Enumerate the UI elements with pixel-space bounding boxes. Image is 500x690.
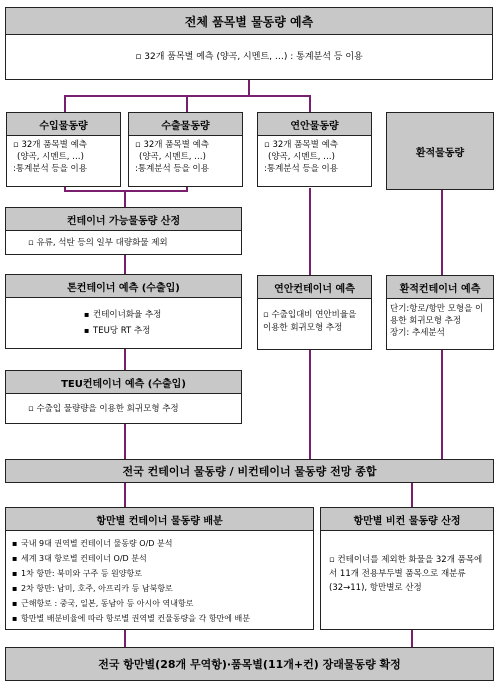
port-container-allocation-header: 항만별 컨테이너 물동량 배분: [5, 507, 314, 531]
import-volume-desc: [6, 135, 121, 187]
port-container-allocation-list: [12, 536, 313, 626]
import-line-2: (양곡, 시멘트, …): [17, 152, 84, 162]
connector-port-container-to-final: [124, 630, 126, 648]
coastal-container-desc: [257, 298, 372, 350]
connector-to-export: [186, 95, 188, 113]
transship-container-bullet-1: 단기:항로/항만 모형을 이용한 회귀모형 추정: [390, 304, 484, 326]
overall-forecast-desc: [5, 34, 493, 80]
connector-transship-to-transship-container: [441, 190, 443, 276]
port-container-item-3: ▪ 1차 항만: 북미와 구주 등 원양항로: [12, 566, 313, 581]
import-line-1: ▫ 32개 품목별 예측: [13, 140, 87, 150]
coastal-container-header: 연안컨테이너 예측: [257, 275, 372, 299]
export-line-2: (양곡, 시멘트, …): [139, 152, 206, 162]
import-volume-header: 수입물동량: [6, 112, 121, 136]
port-container-allocation-desc: [5, 530, 314, 630]
ton-container-bullet-2: ▪ TEU당 RT 추정: [84, 323, 150, 339]
transship-container-bullet-2: 장기: 추세분석: [390, 328, 445, 338]
connector-top-down: [248, 80, 250, 96]
connector-national-to-port-noncontainer: [411, 482, 413, 508]
teu-container-desc: [5, 393, 242, 424]
teu-container-header: TEU컨테이너 예측 (수출입): [5, 370, 242, 394]
port-container-item-2: ▪ 세계 3대 항로별 컨테이너 O/D 분석: [12, 551, 313, 566]
overall-forecast-header: 전체 품목별 물동량 예측: [5, 7, 493, 35]
coastal-volume-header: 연안물동량: [257, 112, 372, 136]
port-container-item-1: ▪ 국내 9대 권역별 컨테이너 물동량 O/D 분석: [12, 536, 313, 551]
port-noncontainer-desc: [320, 530, 494, 630]
connector-import-down: [64, 187, 66, 192]
export-line-1: ▫ 32개 품목별 예측: [135, 140, 209, 150]
coastal-volume-desc: [257, 135, 372, 187]
connector-to-national-left: [124, 424, 126, 460]
connector-to-coastal: [309, 95, 311, 113]
final-forecast-header: 전국 항만별(28개 무역항)·품목별(11개+컨) 장래물동량 확정: [5, 647, 494, 681]
coastal-container-desc-text: ▫ 수출입대비 연안비율을 이용한 회귀모형 추정: [263, 310, 357, 333]
port-container-item-5: ▪ 근해항로 : 중국, 일본, 동남아 등 아시아 역내항로: [12, 596, 313, 611]
connector-coastal-to-coastal-container: [309, 188, 311, 276]
connector-national-to-port-container: [124, 482, 126, 508]
port-noncontainer-header: 항만별 비컨 물동량 산정: [320, 507, 494, 531]
coastal-line-2: (양곡, 시멘트, …): [268, 152, 335, 162]
container-possible-desc-text: ▫ 유류, 석탄 등의 일부 대량화물 제외: [28, 237, 168, 248]
container-possible-desc: [5, 230, 242, 255]
connector-to-teu-container: [124, 349, 126, 371]
coastal-line-3: :통계분석 등을 이용: [264, 164, 338, 174]
connector-export-down: [186, 187, 188, 192]
export-line-3: :통계분석 등을 이용: [135, 164, 209, 174]
export-volume-desc: [128, 135, 243, 187]
connector-port-noncontainer-to-final: [411, 630, 413, 648]
connector-to-import: [64, 95, 66, 113]
coastal-line-1: ▫ 32개 품목별 예측: [264, 140, 338, 150]
ton-container-bullets: [6, 298, 241, 348]
port-container-item-6: ▪ 항만별 배분비율에 따라 항로별 권역별 컨물동량을 각 항만에 배분: [12, 611, 313, 626]
ton-container-header: 톤컨테이너 예측 (수출입): [5, 274, 242, 298]
teu-container-desc-text: ▫ 수출입 물량량을 이용한 회귀모형 추정: [28, 403, 179, 414]
connector-coastal-container-to-national: [309, 350, 311, 460]
connector-to-container-possible: [124, 190, 126, 208]
overall-forecast-desc-text: ▫ 32개 품목별 예측 (양곡, 시멘트, …) : 통계분석 등 이용: [135, 52, 363, 62]
container-possible-header: 컨테이너 가능물동량 산정: [5, 207, 242, 231]
connector-transship-container-to-national: [441, 350, 443, 460]
transship-volume-header: 환적물동량: [386, 112, 494, 190]
export-volume-header: 수출물동량: [128, 112, 243, 136]
import-line-3: :통계분석 등을 이용: [13, 164, 87, 174]
transship-container-header: 환적컨테이너 예측: [386, 275, 494, 299]
ton-container-bullet-1: ▪ 컨테이너화율 추정: [84, 307, 161, 323]
port-container-item-4: ▪ 2차 항만: 남미, 호주, 아프리카 등 남북항로: [12, 581, 313, 596]
connector-import-export-join: [64, 190, 188, 192]
port-noncontainer-desc-text: ▫ 컨테이너를 제외한 화물을 32개 품목에서 11개 전용부두별 품목으로 재분류(32→11), 항만별로 산정: [329, 555, 483, 593]
national-summary-header: 전국 컨테이너 물동량 / 비컨테이너 물동량 전망 종합: [5, 459, 494, 483]
connector-to-ton-container: [124, 255, 126, 275]
transship-container-desc: [386, 298, 494, 350]
ton-container-desc: [5, 297, 242, 349]
